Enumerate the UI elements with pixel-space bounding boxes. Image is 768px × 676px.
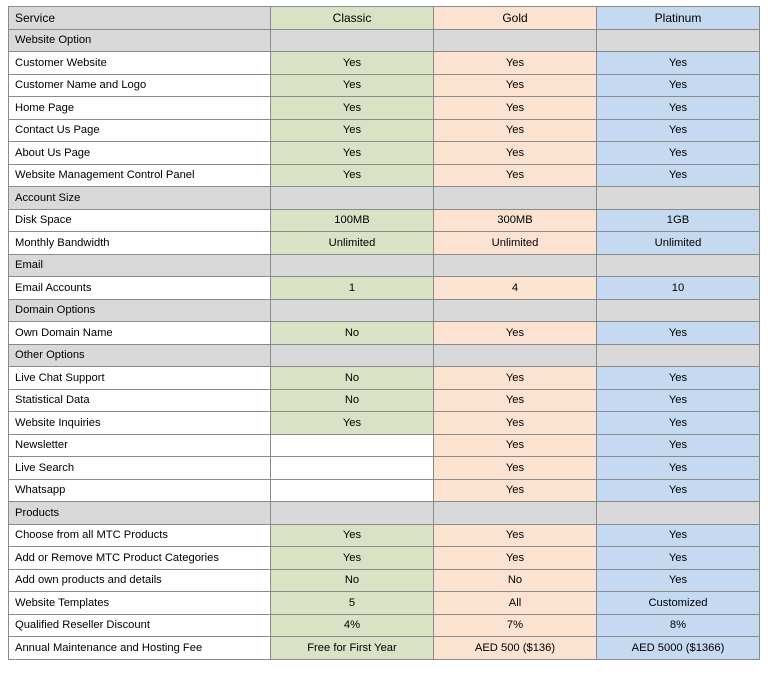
section-spacer <box>597 187 760 210</box>
row-label: Website Templates <box>9 592 271 615</box>
row-value-platinum: Yes <box>597 434 760 457</box>
row-value-gold: Yes <box>434 457 597 480</box>
row-label: Disk Space <box>9 209 271 232</box>
section-spacer <box>597 299 760 322</box>
table-row <box>9 547 760 570</box>
row-value-platinum: Yes <box>597 367 760 390</box>
row-label: Statistical Data <box>9 389 271 412</box>
section-spacer <box>434 187 597 210</box>
footer-value-classic: Free for First Year <box>271 637 434 660</box>
row-value-classic: Yes <box>271 97 434 120</box>
row-label: Email Accounts <box>9 277 271 300</box>
table-row <box>9 142 760 165</box>
row-label: Whatsapp <box>9 479 271 502</box>
section-row <box>9 299 760 322</box>
row-value-classic: Yes <box>271 52 434 75</box>
section-row <box>9 502 760 525</box>
row-value-gold: Yes <box>434 74 597 97</box>
row-value-platinum: Yes <box>597 74 760 97</box>
header-row <box>9 7 760 30</box>
table-row <box>9 457 760 480</box>
section-spacer <box>271 502 434 525</box>
table-row <box>9 524 760 547</box>
section-spacer <box>271 299 434 322</box>
row-label: Own Domain Name <box>9 322 271 345</box>
section-spacer <box>597 344 760 367</box>
section-spacer <box>434 299 597 322</box>
row-value-classic <box>271 457 434 480</box>
row-value-platinum: 1GB <box>597 209 760 232</box>
column-header-platinum: Platinum <box>597 7 760 30</box>
section-spacer <box>597 502 760 525</box>
section-spacer <box>434 502 597 525</box>
section-row <box>9 344 760 367</box>
row-value-platinum: Unlimited <box>597 232 760 255</box>
row-value-platinum: Yes <box>597 142 760 165</box>
row-label: Customer Website <box>9 52 271 75</box>
row-value-platinum: Yes <box>597 569 760 592</box>
section-spacer <box>434 29 597 52</box>
row-value-platinum: Customized <box>597 592 760 615</box>
row-value-classic <box>271 434 434 457</box>
row-value-classic: No <box>271 322 434 345</box>
row-value-classic: Yes <box>271 74 434 97</box>
row-value-gold: Unlimited <box>434 232 597 255</box>
section-spacer <box>597 29 760 52</box>
row-value-platinum: Yes <box>597 547 760 570</box>
row-value-gold: Yes <box>434 547 597 570</box>
row-value-classic: Yes <box>271 547 434 570</box>
row-value-gold: No <box>434 569 597 592</box>
row-value-classic: Yes <box>271 164 434 187</box>
footer-value-gold: AED 500 ($136) <box>434 637 597 660</box>
table-row <box>9 164 760 187</box>
table-row <box>9 592 760 615</box>
row-value-gold: All <box>434 592 597 615</box>
row-label: Add own products and details <box>9 569 271 592</box>
table-row <box>9 412 760 435</box>
section-row <box>9 29 760 52</box>
section-title: Products <box>9 502 271 525</box>
section-spacer <box>271 29 434 52</box>
table-row <box>9 434 760 457</box>
footer-label: Annual Maintenance and Hosting Fee <box>9 637 271 660</box>
table-row <box>9 569 760 592</box>
row-value-gold: Yes <box>434 164 597 187</box>
table-row <box>9 389 760 412</box>
section-title: Email <box>9 254 271 277</box>
table-row <box>9 232 760 255</box>
section-spacer <box>271 254 434 277</box>
row-label: Live Search <box>9 457 271 480</box>
row-value-platinum: Yes <box>597 52 760 75</box>
footer-row <box>9 637 760 660</box>
row-value-classic <box>271 479 434 502</box>
row-value-gold: 300MB <box>434 209 597 232</box>
row-value-gold: Yes <box>434 322 597 345</box>
row-label: Monthly Bandwidth <box>9 232 271 255</box>
table-row <box>9 322 760 345</box>
row-value-gold: Yes <box>434 389 597 412</box>
row-label: Qualified Reseller Discount <box>9 614 271 637</box>
row-value-platinum: Yes <box>597 524 760 547</box>
section-spacer <box>434 344 597 367</box>
row-value-platinum: Yes <box>597 164 760 187</box>
section-spacer <box>271 344 434 367</box>
row-value-classic: 4% <box>271 614 434 637</box>
table-body <box>9 29 760 659</box>
table-row <box>9 479 760 502</box>
row-value-platinum: Yes <box>597 457 760 480</box>
section-title: Account Size <box>9 187 271 210</box>
row-value-classic: 1 <box>271 277 434 300</box>
row-value-platinum: Yes <box>597 389 760 412</box>
row-label: Newsletter <box>9 434 271 457</box>
row-label: Customer Name and Logo <box>9 74 271 97</box>
section-spacer <box>597 254 760 277</box>
section-title: Website Option <box>9 29 271 52</box>
row-value-platinum: Yes <box>597 97 760 120</box>
row-label: Contact Us Page <box>9 119 271 142</box>
table-row <box>9 209 760 232</box>
row-value-gold: Yes <box>434 367 597 390</box>
section-spacer <box>434 254 597 277</box>
row-value-gold: Yes <box>434 97 597 120</box>
row-value-gold: Yes <box>434 142 597 165</box>
table-row <box>9 119 760 142</box>
table-row <box>9 277 760 300</box>
row-value-classic: 5 <box>271 592 434 615</box>
row-value-classic: No <box>271 569 434 592</box>
column-header-gold: Gold <box>434 7 597 30</box>
row-value-platinum: 8% <box>597 614 760 637</box>
section-title: Other Options <box>9 344 271 367</box>
row-label: Home Page <box>9 97 271 120</box>
row-value-classic: 100MB <box>271 209 434 232</box>
row-value-gold: 4 <box>434 277 597 300</box>
table-row <box>9 52 760 75</box>
row-value-gold: 7% <box>434 614 597 637</box>
row-value-gold: Yes <box>434 479 597 502</box>
row-value-gold: Yes <box>434 434 597 457</box>
section-title: Domain Options <box>9 299 271 322</box>
row-value-gold: Yes <box>434 524 597 547</box>
row-value-platinum: 10 <box>597 277 760 300</box>
row-value-gold: Yes <box>434 412 597 435</box>
row-value-gold: Yes <box>434 119 597 142</box>
table-row <box>9 367 760 390</box>
row-value-platinum: Yes <box>597 322 760 345</box>
section-row <box>9 187 760 210</box>
table-row <box>9 614 760 637</box>
row-value-classic: No <box>271 367 434 390</box>
row-value-classic: Yes <box>271 119 434 142</box>
row-label: Website Inquiries <box>9 412 271 435</box>
row-label: Live Chat Support <box>9 367 271 390</box>
row-value-classic: No <box>271 389 434 412</box>
row-label: Choose from all MTC Products <box>9 524 271 547</box>
row-value-classic: Yes <box>271 412 434 435</box>
row-value-platinum: Yes <box>597 119 760 142</box>
pricing-table <box>8 6 760 660</box>
footer-value-platinum: AED 5000 ($1366) <box>597 637 760 660</box>
row-label: Website Management Control Panel <box>9 164 271 187</box>
section-spacer <box>271 187 434 210</box>
column-header-classic: Classic <box>271 7 434 30</box>
row-label: About Us Page <box>9 142 271 165</box>
column-header-service: Service <box>9 7 271 30</box>
row-value-gold: Yes <box>434 52 597 75</box>
table-row <box>9 97 760 120</box>
row-value-classic: Yes <box>271 142 434 165</box>
row-value-platinum: Yes <box>597 479 760 502</box>
row-label: Add or Remove MTC Product Categories <box>9 547 271 570</box>
row-value-platinum: Yes <box>597 412 760 435</box>
table-header <box>9 7 760 30</box>
table-row <box>9 74 760 97</box>
section-row <box>9 254 760 277</box>
row-value-classic: Yes <box>271 524 434 547</box>
row-value-classic: Unlimited <box>271 232 434 255</box>
